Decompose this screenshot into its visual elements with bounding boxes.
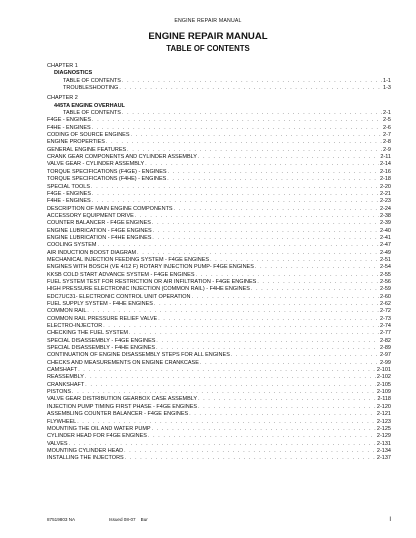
toc-entry-row[interactable] xyxy=(47,264,391,271)
toc-entry-label: SPECIAL DISASSEMBLY - F4GE ENGINES xyxy=(47,337,156,344)
toc-heading: TABLE OF CONTENTS xyxy=(166,44,250,53)
toc-leader-dots xyxy=(137,250,379,257)
toc-leader-dots xyxy=(152,426,376,433)
toc-entry-row[interactable] xyxy=(47,411,391,418)
toc-entry-row[interactable] xyxy=(47,184,391,191)
toc-leader-dots xyxy=(167,176,379,183)
toc-page-number: 2-72 xyxy=(379,308,391,315)
toc-entry-label: INJECTION PUMP TIMING FIRST PHASE - F4GE ENGINES xyxy=(47,403,198,410)
toc-page-number: 2-134 xyxy=(376,447,391,454)
toc-entry-row[interactable] xyxy=(47,85,391,92)
toc-entry-row[interactable] xyxy=(47,272,391,279)
toc-entry-label: CONTINUATION OF ENGINE DISASSEMBLY STEPS FOR ALL ENGINES xyxy=(47,352,230,359)
toc-entry-row[interactable] xyxy=(47,338,391,345)
toc-page-number: 2-18 xyxy=(379,176,391,183)
toc-page-number: 2-105 xyxy=(376,381,391,388)
page-footer xyxy=(47,517,391,523)
toc-page-number: 2-109 xyxy=(376,389,391,396)
toc-page-number: 2-38 xyxy=(379,212,391,219)
toc-leader-dots xyxy=(257,279,379,286)
toc-page-number: 2-97 xyxy=(379,352,391,359)
toc-entry-label: ELECTRO-INJECTOR xyxy=(47,323,103,330)
toc-entry-row[interactable] xyxy=(47,78,391,85)
toc-entry-row[interactable] xyxy=(47,206,391,213)
toc-entry-row[interactable] xyxy=(47,213,391,220)
toc-leader-dots xyxy=(91,184,379,191)
toc-entry-row[interactable] xyxy=(47,242,391,249)
toc-entry-row[interactable] xyxy=(47,191,391,198)
toc-entry-label: DESCRIPTION OF MAIN ENGINE COMPONENTS xyxy=(47,205,173,212)
toc-entry-row[interactable] xyxy=(47,396,391,403)
toc-leader-dots xyxy=(152,235,379,242)
toc-entry-label: F4HE - ENGINES xyxy=(47,124,91,131)
toc-entry-row[interactable] xyxy=(47,132,391,139)
toc-entry-label: ENGINE LUBRICATION - F4GE ENGINES xyxy=(47,227,152,234)
toc-entry-label: TROUBLESHOOTING xyxy=(63,85,119,92)
toc-entry-label: ACCESSORY EQUIPMENT DRIVE xyxy=(47,212,134,219)
toc-entry-row[interactable] xyxy=(47,374,391,381)
toc-page-number: 2-49 xyxy=(379,249,391,256)
toc-entry-label: COOLING SYSTEM xyxy=(47,242,97,249)
toc-entry-row[interactable] xyxy=(47,323,391,330)
toc-entry-label: F4GE - ENGINES xyxy=(47,117,92,124)
toc-page-number: 2-9 xyxy=(383,146,391,153)
toc-entry-row[interactable] xyxy=(47,139,391,146)
toc-leader-dots xyxy=(251,286,379,293)
toc-page-number: 2-16 xyxy=(379,168,391,175)
toc-entry-row[interactable] xyxy=(47,257,391,264)
toc-entry-row[interactable] xyxy=(47,455,391,462)
toc-entry-label: FUEL SUPPLY SYSTEM - F4HE ENGINES xyxy=(47,301,153,307)
toc-leader-dots xyxy=(92,191,379,198)
toc-leader-dots xyxy=(148,433,376,440)
toc-entry-label: TORQUE SPECIFICATIONS (F4HE) - ENGINES xyxy=(47,176,167,183)
toc-entry-row[interactable] xyxy=(47,125,391,132)
toc-entry-label: MOUNTING CYLINDER HEAD xyxy=(47,447,124,454)
toc-page-number: 1-1 xyxy=(383,77,391,84)
toc-leader-dots xyxy=(85,374,376,381)
toc-page-number: 2-54 xyxy=(379,264,391,271)
table-of-contents xyxy=(47,63,391,463)
toc-page-number: 2-120 xyxy=(376,403,391,410)
toc-entry-row[interactable] xyxy=(47,433,391,440)
toc-page-number: 2-8 xyxy=(383,139,391,146)
toc-leader-dots xyxy=(131,132,383,139)
toc-page-number: 2-47 xyxy=(379,242,391,249)
toc-entry-row[interactable] xyxy=(47,419,391,426)
toc-entry-row[interactable] xyxy=(47,117,391,124)
toc-entry-label: TORQUE SPECIFICATIONS (F4GE) - ENGINES xyxy=(47,168,167,175)
toc-entry-label: TABLE OF CONTENTS xyxy=(63,77,121,84)
toc-section-row xyxy=(47,103,391,110)
toc-section-label: 445TA ENGINE OVERHAUL xyxy=(54,102,125,109)
toc-page-number: 2-23 xyxy=(379,198,391,205)
toc-page-number: 2-101 xyxy=(376,367,391,374)
toc-page-number: 2-55 xyxy=(379,271,391,278)
toc-entry-label: VALVES xyxy=(47,440,68,447)
toc-page-number: 2-40 xyxy=(379,227,391,234)
document-title: ENGINE REPAIR MANUAL xyxy=(148,31,268,42)
toc-leader-dots xyxy=(125,455,376,462)
toc-section-label: DIAGNOSTICS xyxy=(54,70,93,77)
toc-leader-dots xyxy=(127,147,382,154)
toc-entry-label: ENGINE PROPERTIES xyxy=(47,139,105,146)
toc-entry-label: F4GE - ENGINES xyxy=(47,190,92,197)
toc-entry-label: HIGH PRESSURE ELECTRONIC INJECTION (COMMON RAIL) - F4HE ENGINES xyxy=(47,286,250,293)
toc-entry-label: CRANK GEAR COMPONENTS AND CYLINDER ASSEMBLY xyxy=(47,154,197,161)
toc-entry-row[interactable] xyxy=(47,147,391,154)
toc-leader-dots xyxy=(152,220,379,227)
toc-page-number: 2-137 xyxy=(376,455,391,462)
toc-leader-dots xyxy=(174,206,379,213)
toc-entry-row[interactable] xyxy=(47,360,391,367)
toc-page-number: 2-118 xyxy=(377,396,391,403)
toc-chapter-label: CHAPTER 1 xyxy=(47,63,78,69)
toc-entry-row[interactable] xyxy=(47,286,391,293)
toc-leader-dots xyxy=(78,367,376,374)
toc-leader-dots xyxy=(129,330,379,337)
toc-entry-row[interactable] xyxy=(47,426,391,433)
toc-entry-row[interactable] xyxy=(47,169,391,176)
toc-entry-label: COMMON RAIL PRESSURE RELIEF VALVE xyxy=(47,315,158,322)
toc-chapter-row xyxy=(47,95,391,102)
toc-leader-dots xyxy=(154,301,379,308)
toc-leader-dots xyxy=(198,154,379,161)
toc-entry-row[interactable] xyxy=(47,352,391,359)
toc-leader-dots xyxy=(198,404,376,411)
toc-leader-dots xyxy=(192,294,379,301)
toc-leader-dots xyxy=(87,308,379,315)
toc-entry-label: CAMSHAFT xyxy=(47,367,78,374)
toc-page-number: 2-59 xyxy=(379,286,391,293)
toc-page-number: 2-131 xyxy=(376,440,391,447)
toc-page-number: 2-62 xyxy=(379,301,391,307)
toc-entry-label: SPECIAL TOOLS xyxy=(47,183,91,190)
toc-page-number: 2-60 xyxy=(379,293,391,300)
toc-entry-label: CYLINDER HEAD FOR F4GE ENGINES xyxy=(47,433,147,440)
toc-leader-dots xyxy=(168,169,379,176)
toc-leader-dots xyxy=(122,78,382,85)
toc-entry-label: ENGINES WITH BOSCH (VE 4/12 F) ROTARY INJECTION PUMP- F4GE ENGINES xyxy=(47,264,254,271)
toc-entry-row[interactable] xyxy=(47,345,391,352)
toc-entry-label: MOUNTING THE OIL AND WATER PUMP xyxy=(47,425,151,432)
toc-page-number: 2-102 xyxy=(376,374,391,381)
toc-entry-label: PISTONS xyxy=(47,389,72,396)
toc-leader-dots xyxy=(255,264,379,271)
toc-page-number: 2-82 xyxy=(379,337,391,344)
toc-leader-dots xyxy=(210,257,379,264)
toc-chapter-row xyxy=(47,63,391,70)
toc-leader-dots xyxy=(103,323,379,330)
toc-page-number: 2-11 xyxy=(380,154,391,161)
toc-page-number: 2-123 xyxy=(376,418,391,425)
toc-entry-label: CHECKS AND MEASUREMENTS ON ENGINE CRANKCASE xyxy=(47,359,199,366)
toc-entry-label: GENERAL ENGINE FEATURES xyxy=(47,146,127,153)
toc-page-number: 2-51 xyxy=(379,256,391,263)
toc-entry-row[interactable] xyxy=(47,382,391,389)
toc-entry-label: F4HE - ENGINES xyxy=(47,198,91,205)
toc-leader-dots xyxy=(196,272,379,279)
toc-entry-row[interactable] xyxy=(47,316,391,323)
toc-entry-row[interactable] xyxy=(47,235,391,242)
toc-entry-label: KKSB COLD START ADVANCE SYSTEM - F4GE ENGINES xyxy=(47,271,195,278)
toc-page-number: 2-77 xyxy=(379,330,391,337)
toc-leader-dots xyxy=(189,411,376,418)
toc-entry-label: CRANKSHAFT xyxy=(47,381,85,388)
toc-entry-row[interactable] xyxy=(47,367,391,374)
toc-entry-label: MECHANICAL INJECTION FEEDING SYSTEM - F4GE ENGINES xyxy=(47,256,210,263)
toc-leader-dots xyxy=(98,242,379,249)
toc-leader-dots xyxy=(92,125,382,132)
toc-leader-dots xyxy=(106,139,382,146)
toc-page-number: 2-99 xyxy=(379,359,391,366)
toc-leader-dots xyxy=(85,382,376,389)
toc-page-number: 2-125 xyxy=(376,425,391,432)
toc-page-number: 2-20 xyxy=(379,183,391,190)
toc-entry-row[interactable] xyxy=(47,198,391,205)
toc-entry-row[interactable] xyxy=(47,110,391,117)
document-number: 87519803 NA xyxy=(47,517,76,522)
toc-leader-dots xyxy=(156,345,379,352)
toc-leader-dots xyxy=(200,360,379,367)
toc-entry-row[interactable] xyxy=(47,448,391,455)
toc-entry-row[interactable] xyxy=(47,389,391,396)
toc-entry-row[interactable] xyxy=(47,228,391,235)
toc-leader-dots xyxy=(198,396,376,403)
toc-page-number: 2-89 xyxy=(379,345,391,352)
toc-leader-dots xyxy=(135,213,379,220)
toc-entry-label: SPECIAL DISASSEMBLY - F4HE ENGINES xyxy=(47,345,156,352)
toc-leader-dots xyxy=(92,117,382,124)
toc-entry-label: ASSEMBLING COUNTER BALANCER - F4GE ENGINES xyxy=(47,411,189,418)
toc-entry-label: COUNTER BALANCER - F4GE ENGINES xyxy=(47,220,151,227)
toc-entry-row[interactable] xyxy=(47,161,391,168)
toc-entry-label: ENGINE LUBRICATION - F4HE ENGINES xyxy=(47,234,152,241)
toc-page-number: 1-3 xyxy=(383,85,391,92)
toc-leader-dots xyxy=(92,198,379,205)
toc-leader-dots xyxy=(231,352,379,359)
toc-entry-label: AIR INDUCTION BOOST DIAGRAM xyxy=(47,249,137,256)
toc-page-number: 2-24 xyxy=(379,205,391,212)
toc-page-number: 2-7 xyxy=(383,132,391,139)
toc-entry-label: CODING OF SOURCE ENGINES xyxy=(47,132,130,139)
running-header: ENGINE REPAIR MANUAL xyxy=(174,18,242,24)
toc-entry-row[interactable] xyxy=(47,441,391,448)
toc-page-number: 2-129 xyxy=(376,433,391,440)
issue-info xyxy=(109,517,389,523)
toc-leader-dots xyxy=(145,161,379,168)
toc-page-number: 2-6 xyxy=(383,124,391,131)
toc-leader-dots xyxy=(77,419,376,426)
toc-entry-row[interactable] xyxy=(47,294,391,301)
toc-entry-label: FLYWHEEL xyxy=(47,418,77,425)
toc-leader-dots xyxy=(124,448,376,455)
toc-entry-row[interactable] xyxy=(47,301,391,308)
toc-entry-row[interactable] xyxy=(47,308,391,315)
toc-chapter-label: CHAPTER 2 xyxy=(47,95,78,102)
toc-leader-dots xyxy=(122,110,382,117)
toc-leader-dots xyxy=(158,316,379,323)
toc-section-row xyxy=(47,70,391,77)
toc-page-number: 2-121 xyxy=(376,411,391,418)
toc-leader-dots xyxy=(69,441,376,448)
toc-entry-label: COMMON RAIL xyxy=(47,308,87,315)
toc-entry-label: TABLE OF CONTENTS xyxy=(63,110,121,117)
toc-page-number: 2-1 xyxy=(383,110,391,117)
toc-entry-label: VALVE GEAR - CYLINDER ASSEMBLY xyxy=(47,161,145,168)
toc-entry-row[interactable] xyxy=(47,404,391,411)
issue-date: Issued 08-07 xyxy=(109,517,136,522)
toc-leader-dots xyxy=(156,338,379,345)
page-number: I xyxy=(389,517,391,523)
toc-entry-row[interactable] xyxy=(47,250,391,257)
toc-page-number: 2-5 xyxy=(383,117,391,124)
toc-page-number: 2-39 xyxy=(379,220,391,227)
language-code: Bur xyxy=(140,517,148,522)
toc-entry-label: INSTALLING THE INJECTORS xyxy=(47,455,124,462)
toc-page-number: 2-73 xyxy=(379,315,391,322)
toc-entry-row[interactable] xyxy=(47,176,391,183)
toc-entry-row[interactable] xyxy=(47,220,391,227)
toc-leader-dots xyxy=(119,85,382,92)
toc-entry-label: EDC7UC31- ELECTRONIC CONTROL UNIT OPERATION xyxy=(47,293,191,300)
toc-page-number: 2-56 xyxy=(379,278,391,285)
toc-leader-dots xyxy=(72,389,376,396)
toc-page-number: 2-14 xyxy=(379,161,391,168)
toc-entry-label: REASSEMBLY xyxy=(47,374,84,381)
toc-page-number: 2-41 xyxy=(379,234,391,241)
toc-entry-label: FUEL SYSTEM TEST FOR RESTRICTION OR AIR INFILTRATION - F4GE ENGINES xyxy=(47,278,257,285)
toc-leader-dots xyxy=(153,228,379,235)
toc-page-number: 2-74 xyxy=(379,323,391,330)
toc-entry-label: VALVE GEAR DISTRIBUTION GEARBOX CASE ASSEMBLY xyxy=(47,396,198,403)
toc-entry-row[interactable] xyxy=(47,279,391,286)
toc-entry-label: CHECKING THE FUEL SYSTEM xyxy=(47,330,128,337)
toc-page-number: 2-21 xyxy=(379,190,391,197)
toc-entry-row[interactable] xyxy=(47,330,391,337)
toc-entry-row[interactable] xyxy=(47,154,391,161)
